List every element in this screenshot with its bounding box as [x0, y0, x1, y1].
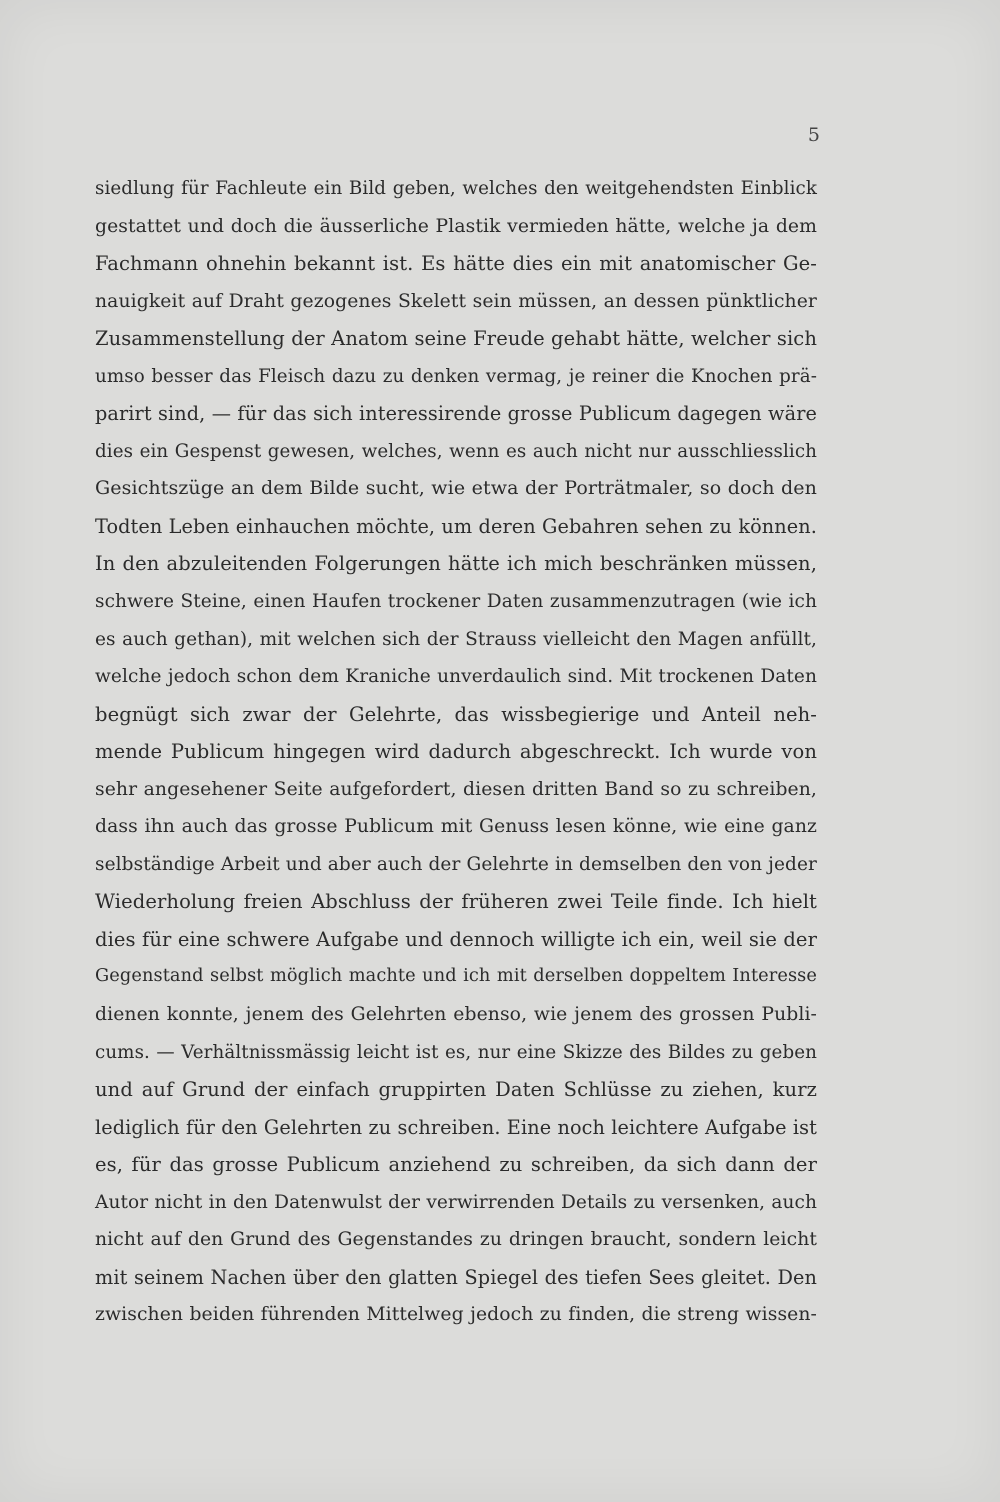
text-line: es auch gethan), mit welchen sich der Strauss vielleicht den Magen anfüllt,: [95, 628, 817, 650]
text-line: dass ihn auch das grosse Publicum mit Genuss lesen könne, wie eine ganz: [95, 816, 817, 838]
text-line: Zusammenstellung der Anatom seine Freude gehabt hätte, welcher sich: [95, 327, 817, 351]
text-line: und auf Grund der einfach gruppirten Daten Schlüsse zu ziehen, kurz: [95, 1078, 817, 1102]
text-line: begnügt sich zwar der Gelehrte, das wissbegierige und Anteil neh-: [95, 702, 817, 726]
text-line: welche jedoch schon dem Kraniche unverdaulich sind. Mit trockenen Daten: [95, 666, 817, 688]
text-line: nicht auf den Grund des Gegenstandes zu dringen braucht, sondern leicht: [95, 1229, 817, 1251]
text-line: cums. — Verhältnissmässig leicht ist es, nur eine Skizze des Bildes zu geben: [95, 1041, 817, 1063]
text-line: lediglich für den Gelehrten zu schreiben. Eine noch leichtere Aufgabe ist: [95, 1115, 817, 1139]
text-line: schwere Steine, einen Haufen trockener Daten zusammenzutragen (wie ich: [95, 591, 817, 613]
text-line: selbständige Arbeit und aber auch der Gelehrte in demselben den von jeder: [95, 853, 817, 875]
text-line: dies ein Gespenst gewesen, welches, wenn es auch nicht nur ausschliesslich: [95, 440, 817, 462]
text-line: Gesichtszüge an dem Bilde sucht, wie etwa der Porträtmaler, so doch den: [95, 477, 817, 500]
text-line: Todten Leben einhauchen möchte, um deren Gebahren sehen zu können.: [95, 514, 817, 538]
text-line: mit seinem Nachen über den glatten Spiegel des tiefen Sees gleitet. Den: [95, 1265, 817, 1289]
text-line: zwischen beiden führenden Mittelweg jedoch zu finden, die streng wissen-: [95, 1304, 817, 1326]
text-line: es, für das grosse Publicum anziehend zu schreiben, da sich dann der: [95, 1153, 817, 1177]
text-line: dienen konnte, jenem des Gelehrten ebenso, wie jenem des grossen Publi-: [95, 1004, 817, 1026]
text-line: umso besser das Fleisch dazu zu denken vermag, je reiner die Knochen prä-: [95, 365, 817, 387]
text-line: siedlung für Fachleute ein Bild geben, welches den weitgehendsten Einblick: [95, 178, 817, 199]
body-text: [95, 170, 817, 1334]
page-number: 5: [807, 124, 820, 146]
text-line: gestattet und doch die äusserliche Plastik vermieden hätte, welche ja dem: [95, 215, 817, 237]
text-line: Autor nicht in den Datenwulst der verwirrenden Details zu versenken, auch: [95, 1191, 817, 1213]
text-line: dies für eine schwere Aufgabe und dennoch willigte ich ein, weil sie der: [95, 927, 817, 951]
text-line: nauigkeit auf Draht gezogenes Skelett sein müssen, an dessen pünktlicher: [95, 290, 817, 312]
text-line: sehr angesehener Seite aufgefordert, diesen dritten Band so zu schreiben,: [95, 778, 817, 800]
text-line: Fachmann ohnehin bekannt ist. Es hätte dies ein mit anatomischer Ge-: [95, 252, 817, 276]
text-line: mende Publicum hingegen wird dadurch abgeschreckt. Ich wurde von: [95, 740, 817, 764]
text-line: Wiederholung freien Abschluss der früheren zwei Teile finde. Ich hielt: [95, 890, 817, 914]
text-line: parirt sind, — für das sich interessirende grosse Publicum dagegen wäre: [95, 402, 817, 426]
text-line: In den abzuleitenden Folgerungen hätte ich mich beschränken müssen,: [95, 552, 817, 576]
text-line: Gegenstand selbst möglich machte und ich mit derselben doppeltem Interesse: [95, 966, 817, 987]
